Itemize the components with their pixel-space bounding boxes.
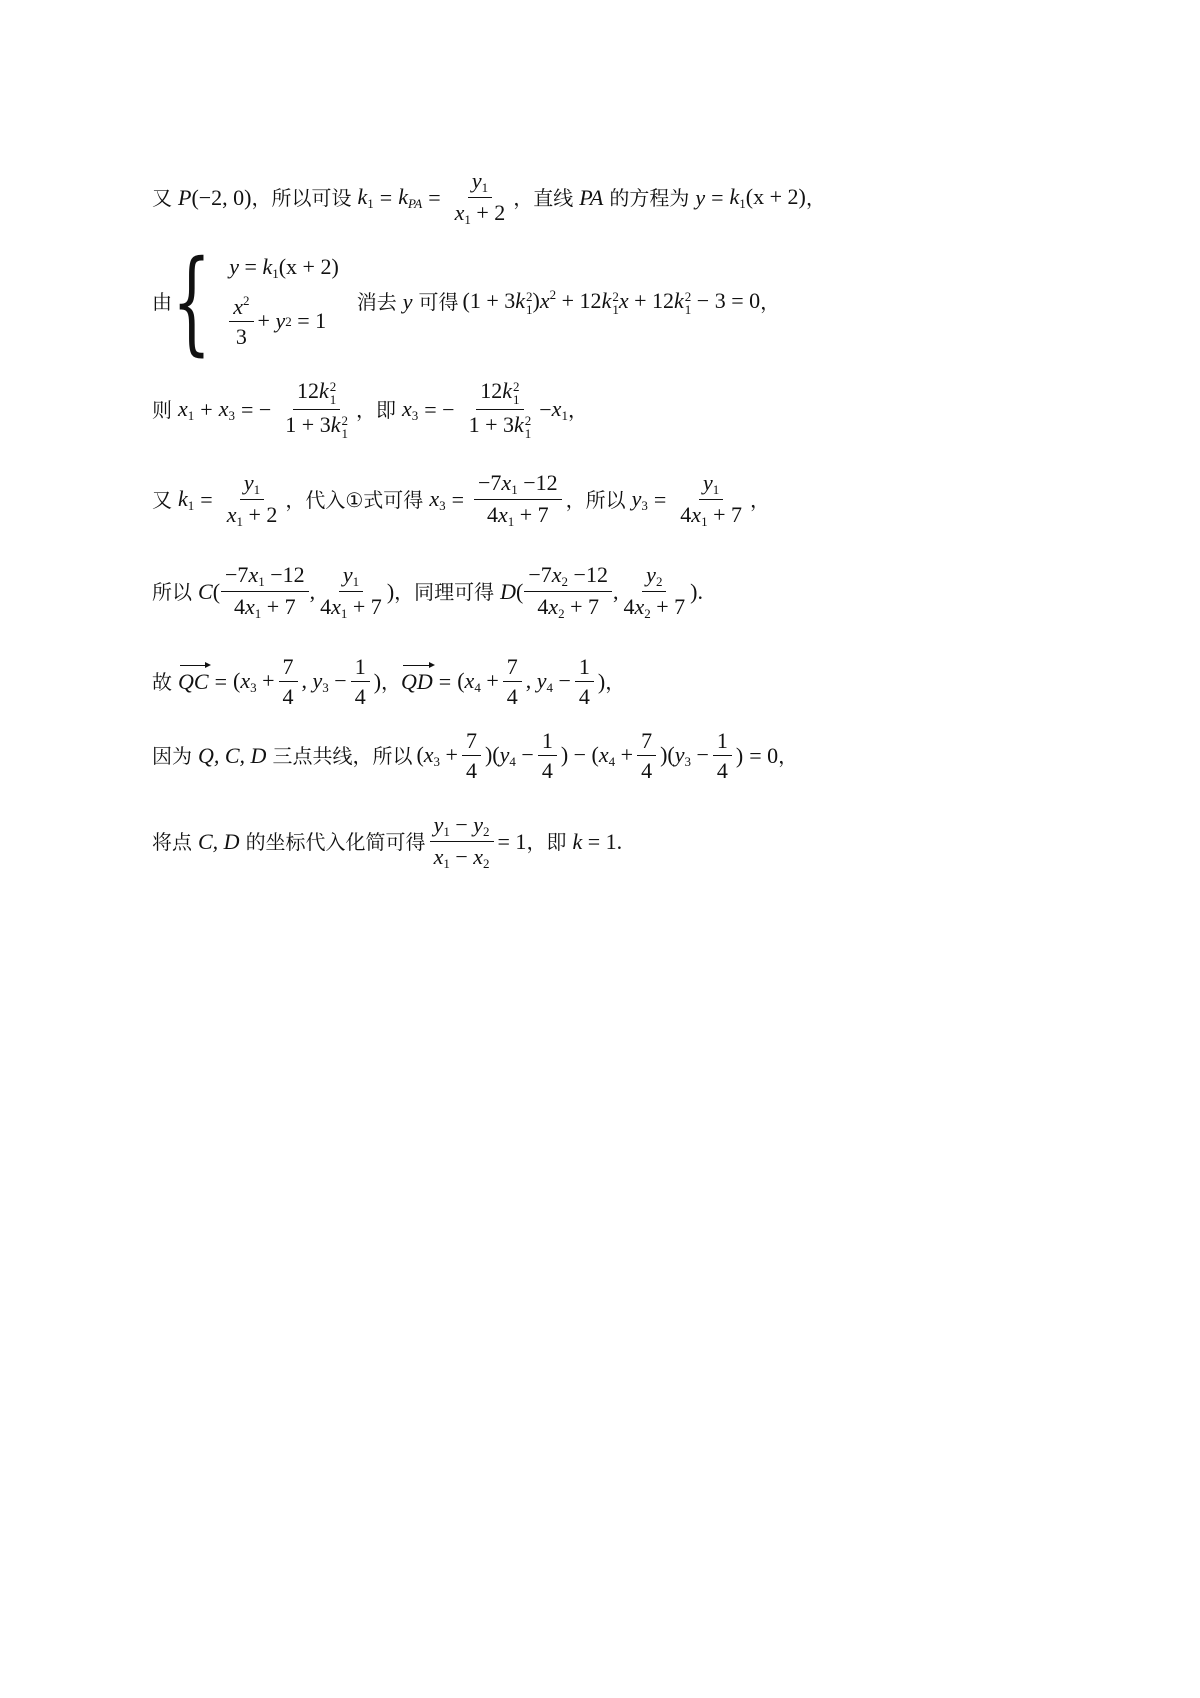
text: −12 <box>573 562 608 587</box>
text: + 7 <box>352 594 382 619</box>
var-y: y <box>433 812 444 837</box>
var-k: k <box>601 288 612 314</box>
subscript: 1 <box>329 392 337 407</box>
var-y: y <box>695 185 706 210</box>
subscript: 1 <box>187 498 195 513</box>
superscript: 2 <box>684 288 692 304</box>
text: 所以可设 <box>271 186 352 210</box>
text: 由 <box>152 290 172 314</box>
var-y: y <box>471 168 482 193</box>
subscript: 3 <box>250 680 257 695</box>
text: ) <box>532 288 540 314</box>
text: 的坐标代入化简可得 <box>245 830 426 854</box>
var-x: x <box>244 594 255 619</box>
subscript: 2 <box>655 574 663 589</box>
superscript: 2 <box>526 288 533 304</box>
subscript: 2 <box>561 574 569 589</box>
fraction <box>223 472 282 528</box>
punct: . <box>697 579 703 604</box>
point-p: P <box>178 185 192 210</box>
var-y: y <box>674 742 685 767</box>
var-k: k <box>729 184 740 209</box>
numerator: 7 <box>279 656 298 682</box>
text: 又 <box>152 186 172 210</box>
text: = 0 <box>749 743 779 768</box>
punct: ， <box>355 398 376 422</box>
subscript: 1 <box>684 301 692 317</box>
punct: ， <box>778 744 799 768</box>
text: 4 <box>486 502 498 527</box>
subscript: 3 <box>641 498 648 513</box>
subscript: 3 <box>228 408 235 423</box>
text: ，同理可得 <box>394 580 495 604</box>
fraction <box>281 380 352 440</box>
text: + 7 <box>266 594 296 619</box>
text: 4 <box>537 594 549 619</box>
fraction <box>474 472 562 528</box>
text: − 3 = 0 <box>696 288 761 314</box>
equals: = <box>711 185 724 210</box>
text: + 2 <box>476 200 506 225</box>
var-x: x <box>634 594 645 619</box>
fraction <box>221 564 309 620</box>
points-cd: C, D <box>198 829 240 854</box>
subscript: 4 <box>546 680 553 695</box>
text: 将点 <box>152 830 192 854</box>
var-x: x <box>331 594 341 619</box>
text: −12 <box>523 470 558 495</box>
punct: ， <box>749 488 770 512</box>
var-x: x <box>464 668 475 693</box>
var-k: k <box>262 254 273 279</box>
equals: = <box>379 185 393 210</box>
text: 的方程为 <box>609 186 690 210</box>
text: + 12 <box>561 288 602 314</box>
fraction <box>713 730 732 782</box>
subscript: 1 <box>712 482 720 497</box>
text: (1 + 3 <box>462 288 516 314</box>
var-y: y <box>499 742 510 767</box>
var-x: x <box>429 486 440 511</box>
var-y: y <box>312 668 323 693</box>
subscript: 1 <box>367 196 374 211</box>
fraction <box>279 656 298 708</box>
var-x: x <box>473 844 484 869</box>
var-x: x <box>233 294 244 319</box>
text: + 7 <box>713 502 742 527</box>
var-k: k <box>674 288 684 314</box>
line-2 <box>152 237 781 367</box>
subscript: 4 <box>509 754 516 769</box>
subscript: 2 <box>558 606 565 621</box>
numerator: 1 <box>575 656 594 682</box>
subscript: 1 <box>443 856 450 871</box>
fraction <box>637 730 656 782</box>
text: −12 <box>270 562 305 587</box>
equals: = <box>200 487 213 512</box>
denominator: 4 <box>716 758 728 783</box>
var-y: y <box>646 562 656 587</box>
text: 12 <box>296 378 319 404</box>
var-k: k <box>398 184 408 209</box>
text: 可得 <box>418 290 459 314</box>
subscript: 1 <box>481 180 489 195</box>
superscript: 2 <box>612 288 619 304</box>
var-x: x <box>598 742 609 767</box>
subscript: 3 <box>411 408 419 423</box>
var-x: x <box>551 562 562 587</box>
punct: ， <box>381 670 402 694</box>
numerator: 1 <box>351 656 370 682</box>
var-x: x <box>240 668 251 693</box>
numerator: 1 <box>538 730 557 756</box>
text: 即 <box>375 398 396 422</box>
var-y: y <box>402 289 413 314</box>
subscript: PA <box>407 196 423 211</box>
fraction: $\frac{y_1 - y_2}{x_1 - x_2}$ <box>430 814 494 870</box>
var-x: x <box>539 288 550 314</box>
left-brace: { <box>172 237 212 367</box>
point-p-coords: (−2, 0) <box>191 185 252 210</box>
var-k: k <box>515 288 526 314</box>
text: + 7 <box>656 594 686 619</box>
text: 因为 <box>152 744 192 768</box>
plus: + <box>200 397 213 422</box>
var-x: x <box>226 502 237 527</box>
points-qcd: Q, C, D <box>198 743 267 768</box>
punct: ， <box>567 398 588 422</box>
text: 12 <box>480 378 503 404</box>
numerator: 7 <box>637 730 656 756</box>
punct: ， <box>565 488 586 512</box>
numerator: 1 <box>713 730 732 756</box>
punct: ， <box>285 488 306 512</box>
subscript: 3 <box>439 498 446 513</box>
superscript: 2 <box>341 413 348 428</box>
var-x: x <box>691 502 702 527</box>
var-x: x <box>501 470 512 495</box>
text: 消去 <box>356 290 397 314</box>
subscript: 1 <box>187 408 195 423</box>
subscript: 1 <box>464 212 471 227</box>
fraction <box>503 656 522 708</box>
text: 1 + 3 <box>285 412 331 438</box>
vector-qd: QD <box>401 669 433 694</box>
text: −7 <box>528 562 552 587</box>
superscript: 2 <box>549 287 557 303</box>
punct: ， <box>605 670 626 694</box>
point-c: C <box>198 579 213 604</box>
line-pa: PA <box>579 185 604 210</box>
subscript: 4 <box>474 680 481 695</box>
text: = 1 <box>297 308 327 333</box>
var-y: y <box>473 812 484 837</box>
var-x: x <box>454 200 465 225</box>
subscript: 1 <box>253 482 261 497</box>
equals: = <box>428 185 441 210</box>
subscript: 3 <box>684 754 691 769</box>
var-y: y <box>229 254 240 279</box>
var-x: x <box>178 396 188 421</box>
subscript: 3 <box>433 754 441 769</box>
line-4 <box>152 472 770 528</box>
text: 4 <box>623 594 635 619</box>
var-x: x <box>433 844 444 869</box>
var-x: x <box>423 742 434 767</box>
text: = 1 <box>497 829 527 854</box>
var-k: k <box>572 829 583 854</box>
subscript: 1 <box>443 824 450 839</box>
fraction <box>451 170 510 226</box>
denominator: 4 <box>641 758 653 783</box>
subscript: 1 <box>561 408 568 423</box>
fraction <box>538 730 557 782</box>
text: −7 <box>225 562 249 587</box>
subscript: 1 <box>612 301 619 317</box>
var-k: k <box>502 378 513 404</box>
line-7: 因为 Q, C, D 三点共线，所以 ($x_3$ + $\frac{7}{4}$ )($y_4$ − $\frac{1}{4}$ ) − ($x_4$ + $\frac{7}{4}$ )($y_3$ − $\frac{1}{4}$ ) = 0 ， <box>152 728 799 783</box>
fraction <box>465 380 536 440</box>
subscript: 1 <box>526 301 533 317</box>
var-x: x <box>218 396 229 421</box>
text: 所以 <box>585 488 626 512</box>
punct: ， <box>526 830 547 854</box>
subscript: 1 <box>739 196 746 211</box>
text: 直线 <box>533 186 574 210</box>
text: 故 <box>152 670 172 694</box>
var-k: k <box>318 378 329 404</box>
subscript: 1 <box>513 392 520 407</box>
superscript: 2 <box>513 379 520 394</box>
line-5: 所以 C( $\frac{-7x_1 -12}{4x_1 + 7}$ , $\frac{y_1}{4x_1 + 7}$ ) ，同理可得 D( $\frac{-7x_2 -12}{4x_2 + 7}$ , $\frac{y_2}{4x_2 + 7}$ ) . <box>152 562 703 621</box>
text: (x + 2) <box>745 184 806 209</box>
subscript: 1 <box>352 574 360 589</box>
var-y: y <box>275 308 286 333</box>
text: 又 <box>152 488 172 512</box>
var-x: x <box>618 288 629 314</box>
punct: . <box>616 829 623 854</box>
text: 即 <box>546 830 567 854</box>
var-y: y <box>703 470 713 495</box>
superscript: 2 <box>329 379 337 394</box>
denominator: 3 <box>235 324 247 349</box>
var-y: y <box>536 668 547 693</box>
equation-system: { $y = k_1(x + 2)$ $\frac{x^2}{3}$ + y 2 = 1 <box>172 237 339 367</box>
subscript: 2 <box>483 856 490 871</box>
plus: + <box>257 308 270 333</box>
text: −7 <box>478 470 502 495</box>
subscript: 1 <box>258 574 265 589</box>
numerator: 7 <box>462 730 481 756</box>
equals-minus: = − <box>424 397 455 422</box>
denominator: 4 <box>465 758 477 783</box>
punct: ， <box>513 186 534 210</box>
var-y: y <box>631 486 642 511</box>
subscript: 4 <box>608 754 616 769</box>
equals-minus: = − <box>240 397 272 422</box>
equals: = <box>451 487 464 512</box>
point-d: D <box>500 579 517 604</box>
var-x: x <box>497 502 508 527</box>
subscript: 1 <box>341 426 348 441</box>
punct: ， <box>805 186 826 210</box>
superscript: 2 <box>285 313 292 329</box>
text: = 1 <box>587 829 617 854</box>
fraction <box>462 730 481 782</box>
fraction <box>575 656 594 708</box>
subscript: 2 <box>483 824 490 839</box>
text: 4 <box>320 594 332 619</box>
vector-qc: QC <box>178 669 209 694</box>
text: 所以 <box>152 580 192 604</box>
text: + 12 <box>634 288 675 314</box>
subscript: 1 <box>524 426 532 441</box>
text: 代入①式可得 <box>305 488 424 512</box>
text: 则 <box>152 398 172 422</box>
fraction <box>351 656 370 708</box>
subscript: 1 <box>236 514 243 529</box>
superscript: 2 <box>243 293 250 308</box>
subscript: 1 <box>701 514 708 529</box>
minus: − <box>539 397 552 422</box>
denominator: 4 <box>506 684 518 709</box>
punct: ， <box>251 186 272 210</box>
text: 三点共线，所以 <box>272 744 413 768</box>
denominator: 4 <box>282 684 294 709</box>
var-y: y <box>243 470 254 495</box>
subscript: 1 <box>272 266 279 281</box>
var-k: k <box>178 486 188 511</box>
subscript: 2 <box>644 606 651 621</box>
subscript: 1 <box>511 482 518 497</box>
var-k: k <box>330 412 341 438</box>
var-y: y <box>342 562 353 587</box>
punct: ， <box>760 290 781 314</box>
var-x: x <box>548 594 559 619</box>
text: 4 <box>233 594 245 619</box>
line-1 <box>152 170 826 226</box>
subscript: 3 <box>322 680 329 695</box>
numerator: 7 <box>503 656 522 682</box>
fraction <box>316 564 386 620</box>
line-8 <box>152 814 622 870</box>
subscript: 1 <box>507 514 515 529</box>
equals: = <box>653 487 667 512</box>
denominator: 4 <box>541 758 553 783</box>
line-6: 故 QC = ($x_3$ + $\frac{7}{4}$ , $y_3$ − $\frac{1}{4}$ ) ， QD = ($x_4$ + $\frac{7}{4}$ , $y_4$ − $\frac{1}{4}$ ) ， <box>152 654 626 709</box>
var-k: k <box>513 412 524 438</box>
denominator: 4 <box>578 684 590 709</box>
subscript: 1 <box>340 606 348 621</box>
var-x: x <box>551 396 562 421</box>
text: (x + 2) <box>278 254 339 279</box>
subscript: 1 <box>254 606 262 621</box>
denominator: 4 <box>354 684 366 709</box>
var-x: x <box>248 562 259 587</box>
text: 1 + 3 <box>468 412 514 438</box>
text: + 2 <box>248 502 278 527</box>
var-x: x <box>401 396 412 421</box>
text: + 7 <box>519 502 549 527</box>
text: 4 <box>680 502 692 527</box>
line-3 <box>152 380 588 440</box>
fraction <box>524 564 612 620</box>
text: + 7 <box>570 594 599 619</box>
var-k: k <box>357 184 368 209</box>
fraction <box>619 564 689 620</box>
fraction <box>676 472 746 528</box>
superscript: 2 <box>524 413 532 428</box>
